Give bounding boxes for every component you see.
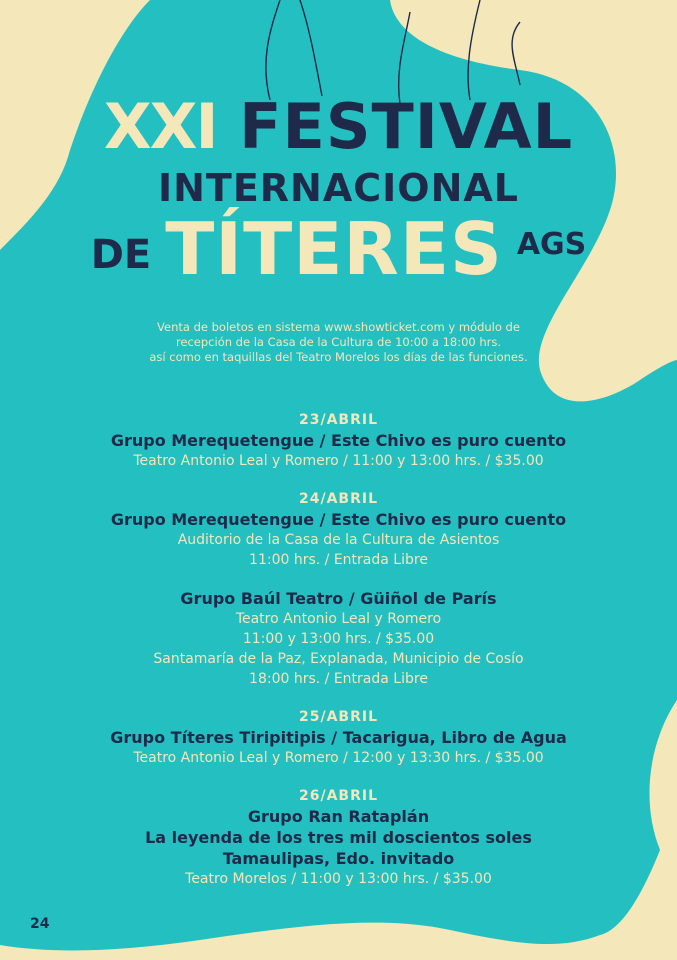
title-line-3 [0,205,677,295]
title-internacional: INTERNACIONAL [157,166,520,210]
title-festival: FESTIVAL [239,90,574,163]
date-26-abril: 26/ABRIL [298,788,378,804]
show-detail: Teatro Antonio Leal y Romero / 12:00 y 13:30 hrs. / $35.00 [133,750,544,766]
show-title: Grupo Baúl Teatro / Güiñol de París [180,589,497,608]
title-de: DE [90,232,152,278]
ticket-info [0,320,677,365]
date-23-abril: 23/ABRIL [298,412,378,428]
show-title: La leyenda de los tres mil doscientos soles [145,828,532,847]
show-detail: Santamaría de la Paz, Explanada, Municipio de Cosío [153,651,524,667]
day-25 [0,707,677,768]
date-25-abril: 25/ABRIL [298,709,378,725]
show-detail: Teatro Antonio Leal y Romero / 11:00 y 13:00 hrs. / $35.00 [133,453,544,469]
show-title: Grupo Ran Rataplán [247,807,430,826]
page-number: 24 [30,916,50,932]
show-detail: Teatro Antonio Leal y Romero [235,611,442,627]
schedule [0,410,677,889]
ticket-info-line-2: recepción de la Casa de la Cultura de 10:00 a 18:00 hrs. [175,335,502,349]
show-title: Grupo Merequetengue / Este Chivo es puro cuento [110,510,567,529]
show-detail: 18:00 hrs. / Entrada Libre [249,671,428,687]
ticket-info-line-1: Venta de boletos en sistema www.showticket.com y módulo de [157,320,520,334]
show-title: Tamaulipas, Edo. invitado [222,849,455,868]
day-24 [0,489,677,689]
title-line-1 [0,92,677,162]
show-detail: 11:00 hrs. / Entrada Libre [249,552,428,568]
title-titeres: TÍTERES [165,207,503,291]
day-23 [0,410,677,471]
date-24-abril: 24/ABRIL [298,491,378,507]
show-detail: 11:00 y 13:00 hrs. / $35.00 [242,631,435,647]
day-26 [0,786,677,889]
show-title: Grupo Merequetengue / Este Chivo es puro cuento [110,431,567,450]
ticket-info-line-3: así como en taquillas del Teatro Morelos los días de las funciones. [149,350,528,364]
show-detail: Auditorio de la Casa de la Cultura de Asientos [177,532,500,548]
title-roman: XXI [103,90,217,163]
show-detail: Teatro Morelos / 11:00 y 13:00 hrs. / $35.00 [185,871,492,887]
title-ags: AGS [516,227,587,262]
show-title: Grupo Títeres Tiripitipis / Tacarigua, Libro de Agua [110,728,567,747]
